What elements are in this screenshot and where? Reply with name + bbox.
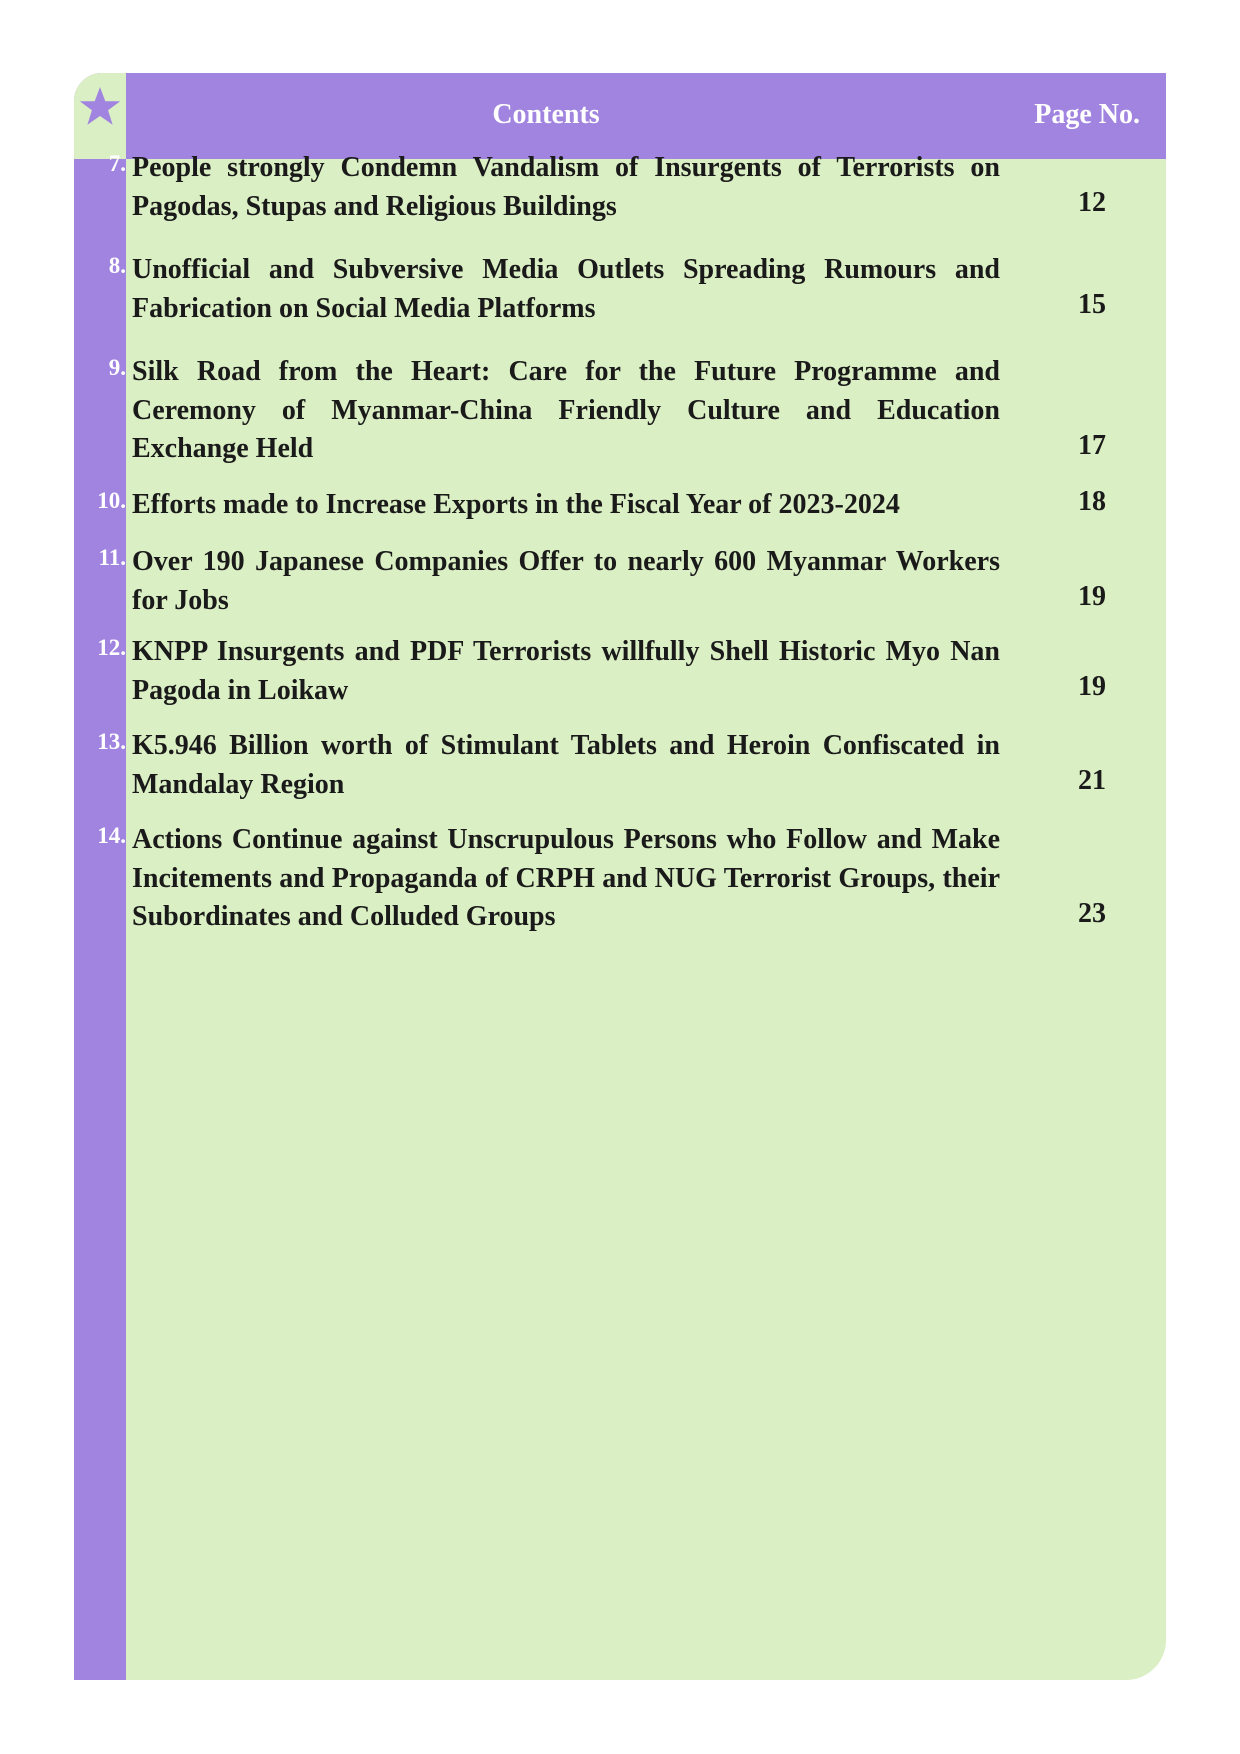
entry-title: Actions Continue against Unscrupulous Persons who Follow and Make Incitements and Propaganda of CRPH and NUG Terrorist Groups, their Subordinates and Colluded Groups [132, 824, 1000, 932]
page-no-heading: Page No. [1034, 99, 1140, 130]
entry-number: 14. [97, 823, 126, 848]
contents-header [126, 73, 1166, 159]
entry-page: 18 [1078, 486, 1106, 517]
entry-page: 12 [1078, 187, 1106, 218]
number-sidebar [74, 73, 126, 1680]
entry-page: 19 [1078, 671, 1106, 702]
entry-page: 23 [1078, 898, 1106, 929]
entry-page: 17 [1078, 430, 1106, 461]
corner-block [74, 73, 126, 159]
entry-number: 12. [97, 635, 126, 660]
contents-heading: Contents [492, 99, 600, 130]
contents-panel [74, 73, 1166, 1680]
entry-page: 21 [1078, 765, 1106, 796]
entry-page: 15 [1078, 289, 1106, 320]
entry-title: Efforts made to Increase Exports in the Fiscal Year of 2023-2024 [132, 489, 900, 520]
entry-number: 10. [97, 488, 126, 513]
star-icon [78, 85, 122, 129]
entry-page: 19 [1078, 581, 1106, 612]
entry-number: 9. [108, 355, 126, 380]
entry-title: People strongly Condemn Vandalism of Insurgents of Terrorists on Pagodas, Stupas and Religious Buildings [132, 152, 1000, 222]
entry-title: Unofficial and Subversive Media Outlets Spreading Rumours and Fabrication on Social Media Platforms [132, 254, 1000, 324]
entry-number: 7. [108, 151, 126, 176]
entry-title: K5.946 Billion worth of Stimulant Tablets and Heroin Confiscated in Mandalay Region [132, 730, 1000, 800]
entry-number: 13. [97, 729, 126, 754]
entry-title: Silk Road from the Heart: Care for the Future Programme and Ceremony of Myanmar-China Friendly Culture and Education Exchange Held [132, 356, 1000, 464]
entry-number: 11. [98, 545, 126, 570]
entry-number: 8. [108, 253, 126, 278]
entry-title: Over 190 Japanese Companies Offer to nearly 600 Myanmar Workers for Jobs [132, 546, 1000, 616]
entry-title: KNPP Insurgents and PDF Terrorists willfully Shell Historic Myo Nan Pagoda in Loikaw [132, 636, 1000, 706]
